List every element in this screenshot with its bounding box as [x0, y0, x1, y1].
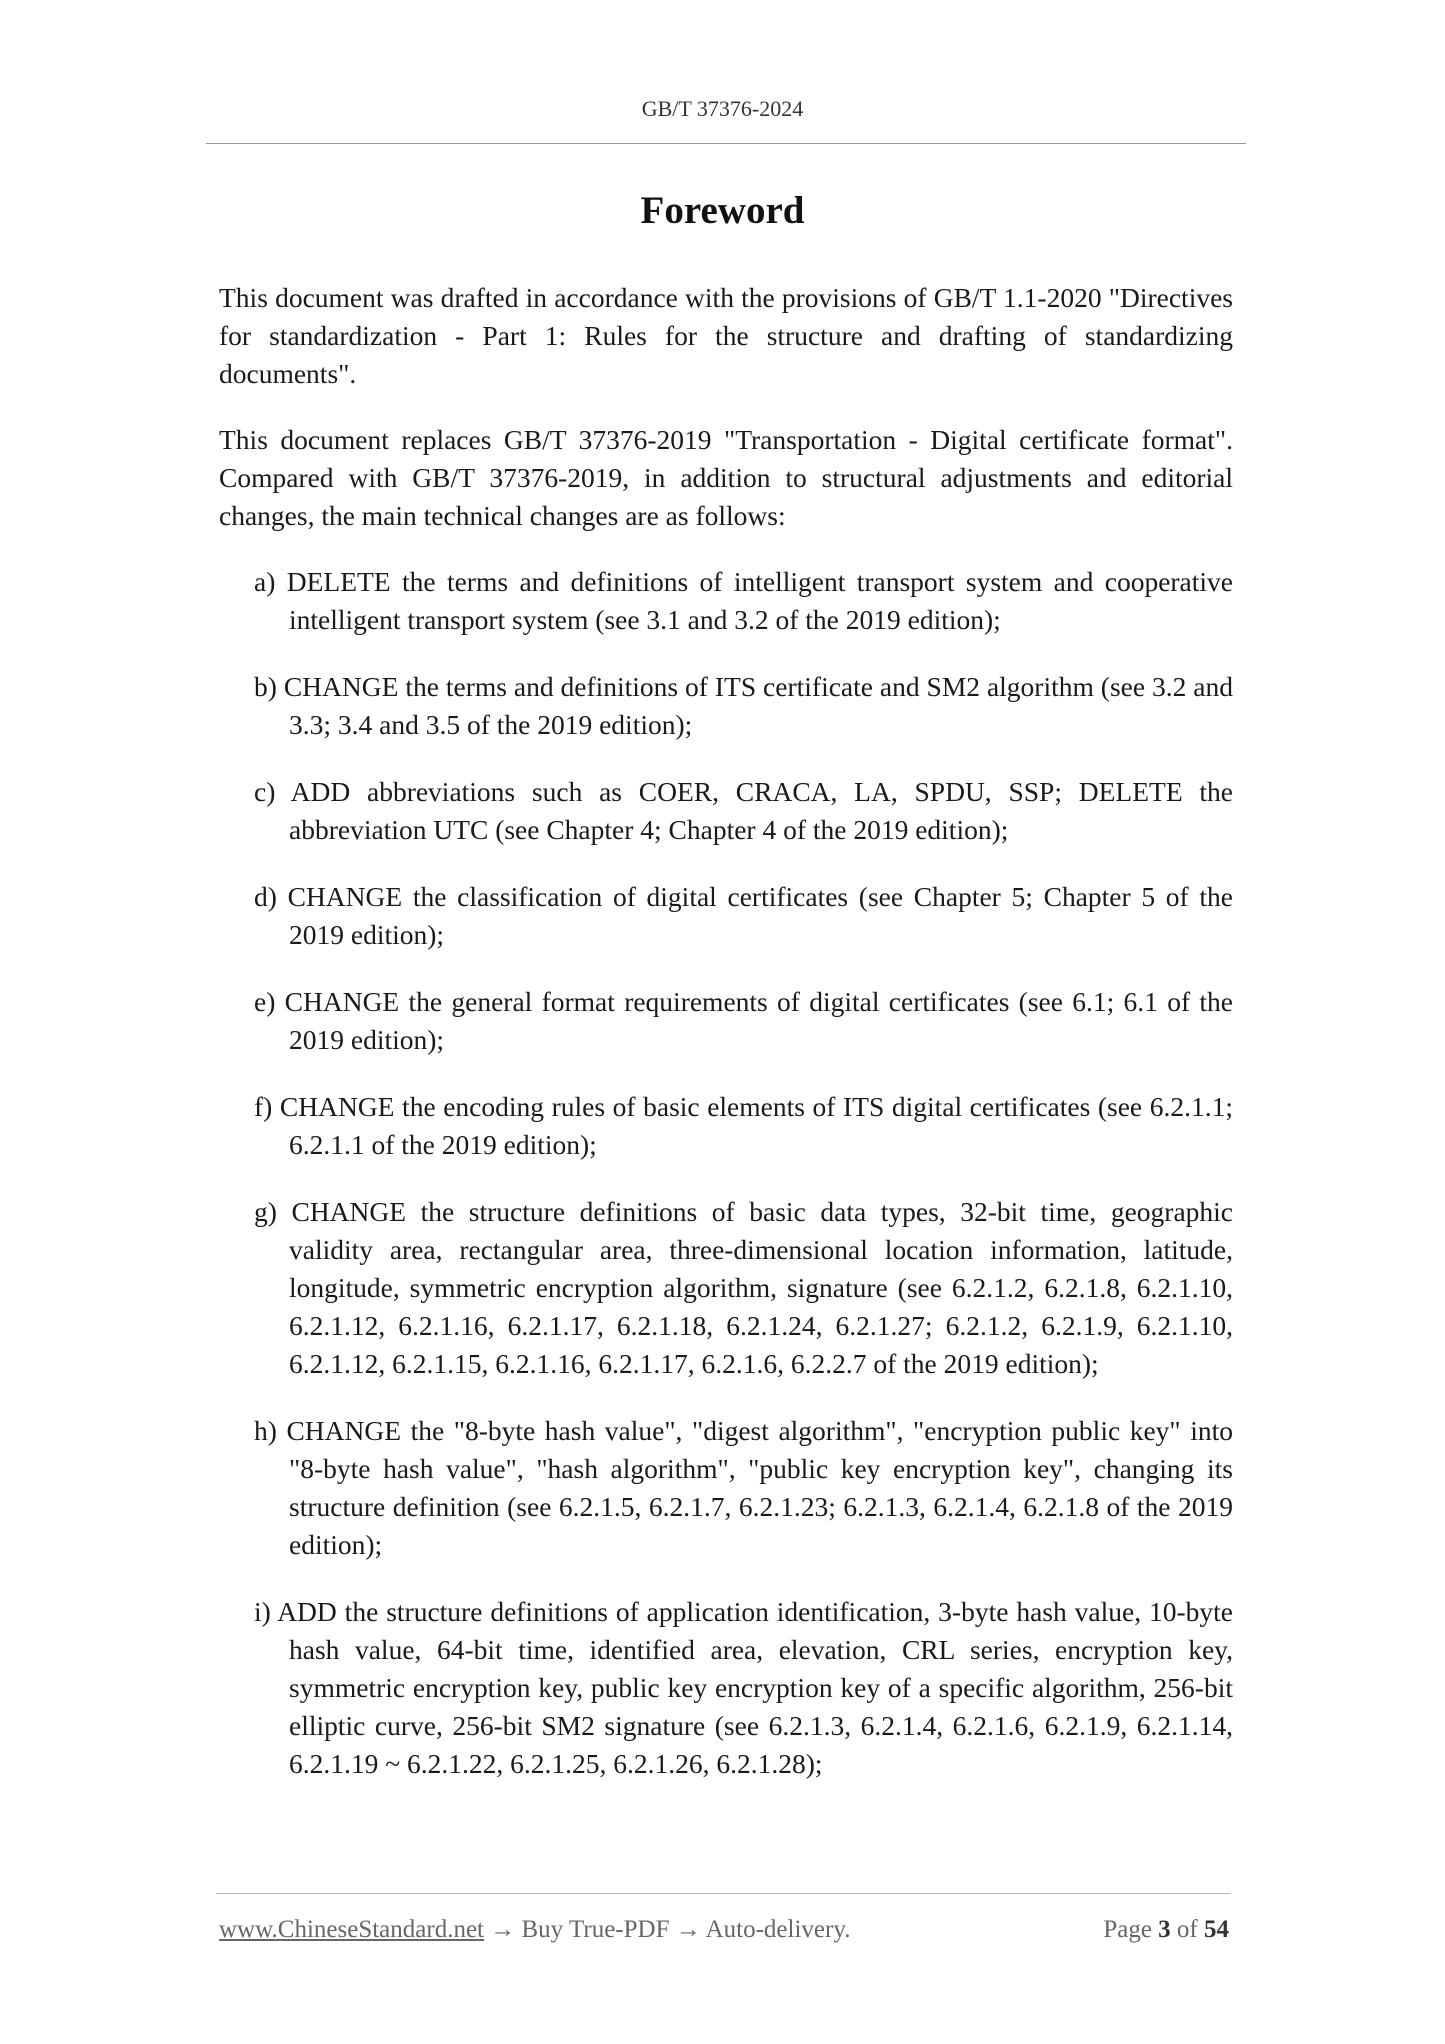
- page-number: [1103, 1916, 1229, 1944]
- footer-promo: [219, 1916, 850, 1944]
- replacement-paragraph: This document replaces GB/T 37376-2019 "Transportation - Digital certificate format". Compared with GB/T 37376-2019, in addition to structural adjustments and editorial changes, the main technical changes are as follows:: [219, 424, 1233, 531]
- list-item: d) CHANGE the classification of digital certificates (see Chapter 5; Chapter 5 of the 2019 edition);: [254, 881, 1233, 950]
- list-item: g) CHANGE the structure definitions of basic data types, 32-bit time, geographic validity area, rectangular area, three-dimensional location information, latitude, longitude, symmetric encryption algorithm, signature (see 6.2.1.2, 6.2.1.8, 6.2.1.10, 6.2.1.12, 6.2.1.16, 6.2.1.17, 6.2.1.18, 6.2.1.24, 6.2.1.27; 6.2.1.2, 6.2.1.9, 6.2.1.10, 6.2.1.12, 6.2.1.15, 6.2.1.16, 6.2.1.17, 6.2.1.6, 6.2.2.7 of the 2019 edition);: [254, 1196, 1233, 1379]
- buy-pdf-text: Buy True-PDF: [521, 1916, 670, 1943]
- footer-divider: [216, 1893, 1231, 1894]
- foreword-body: [219, 279, 1233, 1812]
- list-item: h) CHANGE the "8-byte hash value", "digest algorithm", "encryption public key" into "8-byte hash value", "hash algorithm", "public key encryption key", changing its structure definition (see 6.2.1.5, 6.2.1.7, 6.2.1.23; 6.2.1.3, 6.2.1.4, 6.2.1.8 of the 2019 edition);: [254, 1415, 1233, 1560]
- page-of-label: of: [1176, 1916, 1198, 1943]
- website-link[interactable]: www.ChineseStandard.net: [219, 1916, 484, 1943]
- total-pages: 54: [1204, 1916, 1229, 1943]
- document-code-header: GB/T 37376-2024: [641, 96, 804, 121]
- list-item: b) CHANGE the terms and definitions of ITS certificate and SM2 algorithm (see 3.2 and 3.3; 3.4 and 3.5 of the 2019 edition);: [254, 671, 1233, 740]
- list-item: c) ADD abbreviations such as COER, CRACA, LA, SPDU, SSP; DELETE the abbreviation UTC (see Chapter 4; Chapter 4 of the 2019 edition);: [254, 776, 1233, 845]
- header-divider: [206, 143, 1246, 144]
- delivery-text: Auto-delivery.: [705, 1916, 851, 1943]
- technical-changes-list: [219, 563, 1233, 1783]
- current-page: 3: [1158, 1916, 1171, 1943]
- list-item: f) CHANGE the encoding rules of basic elements of ITS digital certificates (see 6.2.1.1; 6.2.1.1 of the 2019 edition);: [254, 1091, 1233, 1160]
- page-title: Foreword: [640, 189, 805, 232]
- arrow-right-icon: →: [490, 1916, 516, 1943]
- intro-paragraph: This document was drafted in accordance with the provisions of GB/T 1.1-2020 "Directives for standardization - Part 1: Rules for the structure and drafting of standardizing documents".: [219, 282, 1233, 389]
- list-item: i) ADD the structure definitions of application identification, 3-byte hash value, 10-byte hash value, 64-bit time, identified area, elevation, CRL series, encryption key, symmetric encryption key, public key encryption key of a specific algorithm, 256-bit elliptic curve, 256-bit SM2 signature (see 6.2.1.3, 6.2.1.4, 6.2.1.6, 6.2.1.9, 6.2.1.14, 6.2.1.19 ~ 6.2.1.22, 6.2.1.25, 6.2.1.26, 6.2.1.28);: [254, 1596, 1233, 1779]
- page-label: Page: [1103, 1916, 1152, 1943]
- list-item: e) CHANGE the general format requirements of digital certificates (see 6.1; 6.1 of the 2019 edition);: [254, 986, 1233, 1055]
- list-item: a) DELETE the terms and definitions of intelligent transport system and cooperative intelligent transport system (see 3.1 and 3.2 of the 2019 edition);: [254, 566, 1233, 635]
- arrow-right-icon: →: [675, 1916, 701, 1943]
